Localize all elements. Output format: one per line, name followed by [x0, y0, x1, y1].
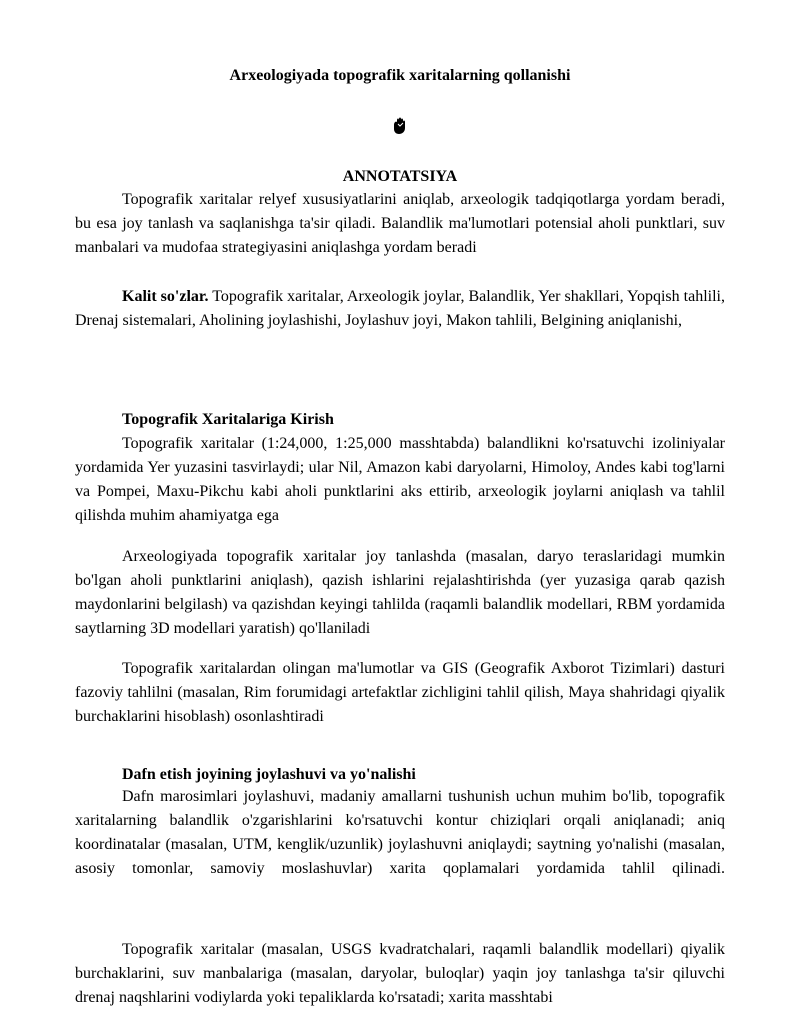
keywords-text: Topografik xaritalar, Arxeologik joylar, Balandlik, Yer shakllari, Yopqish tahlili, Drenaj sistemalari, Aholining joylashishi, Joylashuv joyi, Makon tahlili, Belgining aniqlanishi,	[75, 288, 725, 329]
keywords-label: Kalit so'zlar.	[122, 288, 209, 305]
section2-paragraph-1: Dafn marosimlari joylashuvi, madaniy amallarni tushunish uchun muhim bo'lib, topografik xaritalarning balandlik o'zgarishlarini ko'rsatuvchi kontur chiziqlari orqali aniqlanadi; aniq koordinatalar (masalan, UTM, kenglik/uzunlik) joylashuvni aniqlaydi; saytning yo'nalishi (masalan, asosiy tomonlar, samoviy moslashuvlar) xarita qoplamalari yordamida tahlil qilinadi.	[75, 788, 725, 877]
section1-paragraph-3: Topografik xaritalardan olingan ma'lumotlar va GIS (Geografik Axborot Tizimlari) dasturi fazoviy tahlilni (masalan, Rim forumidagi artefaktlar zichligini tahlil qilish, Maya shahridagi qiyalik burchaklarini hisoblash) osonlashtiradi	[75, 660, 725, 725]
annotation-text: Topografik xaritalar relyef xususiyatlarini aniqlab, arxeologik tadqiqotlarga yordam beradi, bu esa joy tanlash va saqlanishga ta'sir qiladi. Balandlik ma'lumotlari potensial aholi punktlari, suv manbalari va mudofaa strategiyasini aniqlashga yordam beradi	[75, 191, 725, 256]
section1-heading: Topografik Xaritalariga Kirish	[122, 411, 334, 428]
section1-paragraph-1: Topografik xaritalar (1:24,000, 1:25,000 masshtabda) balandlikni ko'rsatuvchi izoliniyalar yordamida Yer yuzasini tasvirlaydi; ular Nil, Amazon kabi daryolarni, Himoloy, Andes kabi tog'larni va Pompei, Maxu-Pikchu kabi aholi punktlarini aks ettirib, arxeologik joylarni aniqlash va tahlil qilishda muhim ahamiyatga ega	[75, 435, 725, 524]
section2-heading: Dafn etish joyining joylashuvi va yo'nalishi	[122, 766, 416, 783]
annotation-heading: ANNOTATSIYA	[342, 168, 458, 185]
section2-paragraph-2: Topografik xaritalar (masalan, USGS kvadratchalari, raqamli balandlik modellari) qiyalik burchaklarini, suv manbalariga (masalan, daryolar, buloqlar) yaqin joy tanlashga ta'sir qiluvchi drenaj naqshlarini vodiylarda yoki tepaliklarda ko'rsatadi; xarita masshtabi	[75, 941, 725, 1006]
section1-paragraph-2: Arxeologiyada topografik xaritalar joy tanlashda (masalan, daryo teraslaridagi mumkin bo'lgan aholi punktlarini aniqlash), qazish ishlarini rejalashtirishda (yer yuzasiga qarab qazish maydonlarini belgilash) va qazishdan keyingi tahlilda (raqamli balandlik modellari, RBM yordamida saytlarning 3D modellari yaratish) qo'llaniladi	[75, 548, 725, 637]
document-title: Arxeologiyada topografik xaritalarning qollanishi	[229, 67, 571, 84]
hand-pointer-icon	[389, 116, 411, 136]
keywords-paragraph	[75, 285, 725, 333]
